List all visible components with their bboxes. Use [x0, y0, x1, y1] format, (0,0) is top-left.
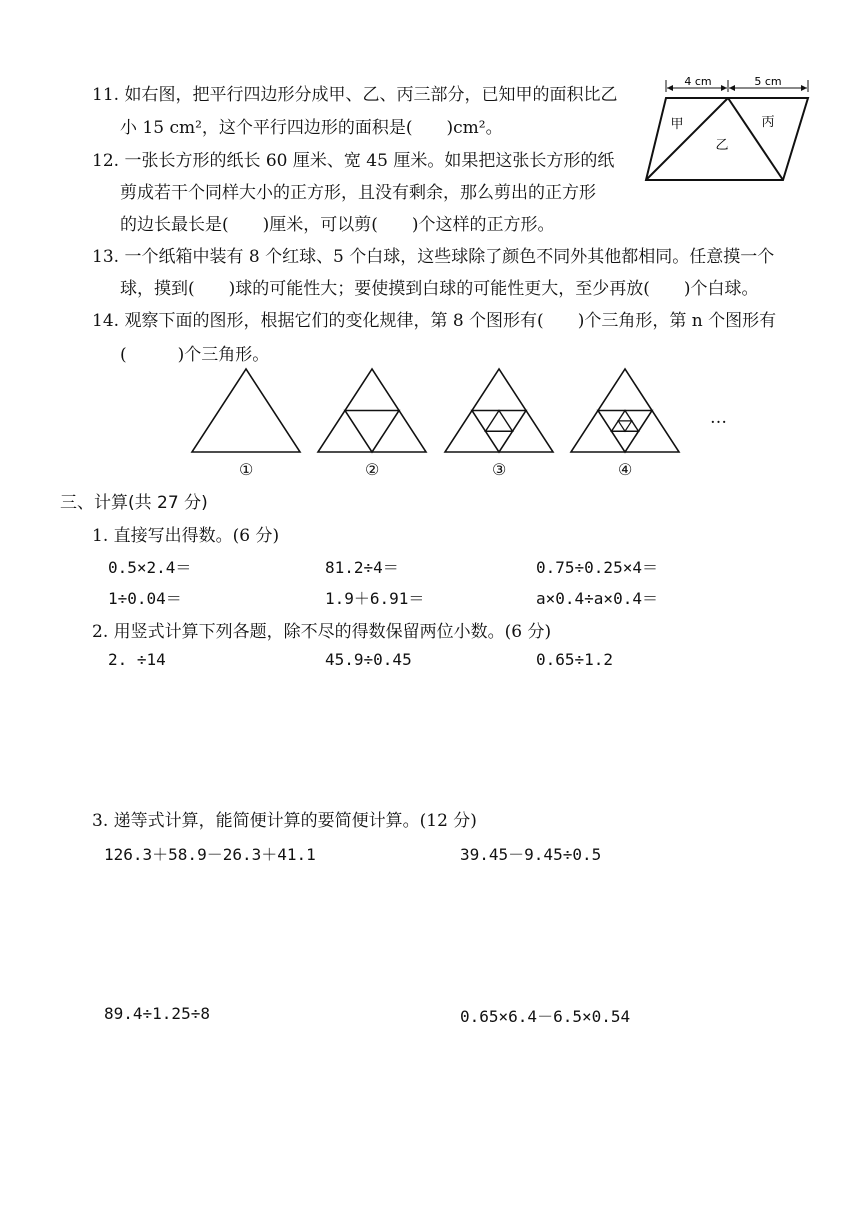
part-bing-label: 丙	[761, 115, 775, 130]
question-13-line-1: 13. 一个纸箱中装有 8 个红球、5 个白球，这些球除了颜色不同外其他都相同。任意摸一个	[92, 247, 775, 267]
part-3-title: 3. 递等式计算，能简便计算的要简便计算。(12 分)	[92, 811, 477, 831]
figure-label-1: ①	[239, 460, 254, 479]
section-3-title: 三、计算(共 27 分)	[60, 493, 208, 513]
figure-ellipsis: …	[710, 408, 727, 428]
triangle-figure-2	[316, 366, 432, 456]
step-calc-item-2: 39.45－9.45÷0.5	[460, 845, 602, 864]
vertical-calc-item-3: 0.65÷1.2	[536, 650, 614, 669]
question-12-line-2: 剪成若干个同样大小的正方形，且没有剩余，那么剪出的正方形	[120, 183, 596, 203]
figure-label-2: ②	[365, 460, 380, 479]
question-14-line-1: 14. 观察下面的图形，根据它们的变化规律，第 8 个图形有( )个三角形，第 n 个图形有	[92, 311, 777, 331]
question-11-line-2: 小 15 cm²，这个平行四边形的面积是( )cm²。	[120, 118, 503, 138]
dim-left-label: 4 cm	[684, 75, 712, 88]
question-11-line-1: 11. 如右图，把平行四边形分成甲、乙、丙三部分，已知甲的面积比乙	[92, 85, 618, 105]
part-yi-label: 乙	[715, 138, 729, 153]
question-12-line-3: 的边长最长是( )厘米，可以剪( )个这样的正方形。	[120, 215, 555, 235]
triangle-figure-3	[443, 366, 559, 456]
oral-item-4: 1÷0.04＝	[108, 589, 182, 608]
figure-label-3: ③	[492, 460, 507, 479]
oral-item-3: 0.75÷0.25×4＝	[536, 558, 658, 577]
question-12-line-1: 12. 一张长方形的纸长 60 厘米、宽 45 厘米。如果把这张长方形的纸	[92, 151, 615, 171]
question-14-line-2: ( )个三角形。	[120, 345, 270, 365]
step-calc-item-1: 126.3＋58.9－26.3＋41.1	[104, 845, 316, 864]
oral-item-5: 1.9＋6.91＝	[325, 589, 425, 608]
step-calc-item-4: 0.65×6.4－6.5×0.54	[460, 1007, 631, 1026]
step-calc-item-3: 89.4÷1.25÷8	[104, 1004, 210, 1023]
dim-right-label: 5 cm	[754, 75, 782, 88]
triangle-figure-1	[190, 366, 306, 456]
parallelogram-figure	[640, 72, 815, 187]
oral-item-6: a×0.4÷a×0.4＝	[536, 589, 658, 608]
part-1-title: 1. 直接写出得数。(6 分)	[92, 526, 280, 546]
vertical-calc-item-2: 45.9÷0.45	[325, 650, 412, 669]
oral-item-1: 0.5×2.4＝	[108, 558, 192, 577]
figure-label-4: ④	[618, 460, 633, 479]
part-2-title: 2. 用竖式计算下列各题，除不尽的得数保留两位小数。(6 分)	[92, 622, 552, 642]
oral-item-2: 81.2÷4＝	[325, 558, 399, 577]
triangle-figure-4	[569, 366, 685, 456]
part-jia-label: 甲	[670, 117, 684, 132]
question-13-line-2: 球，摸到( )球的可能性大；要使摸到白球的可能性更大，至少再放( )个白球。	[120, 279, 759, 299]
vertical-calc-item-1: 2. ÷14	[108, 650, 166, 669]
